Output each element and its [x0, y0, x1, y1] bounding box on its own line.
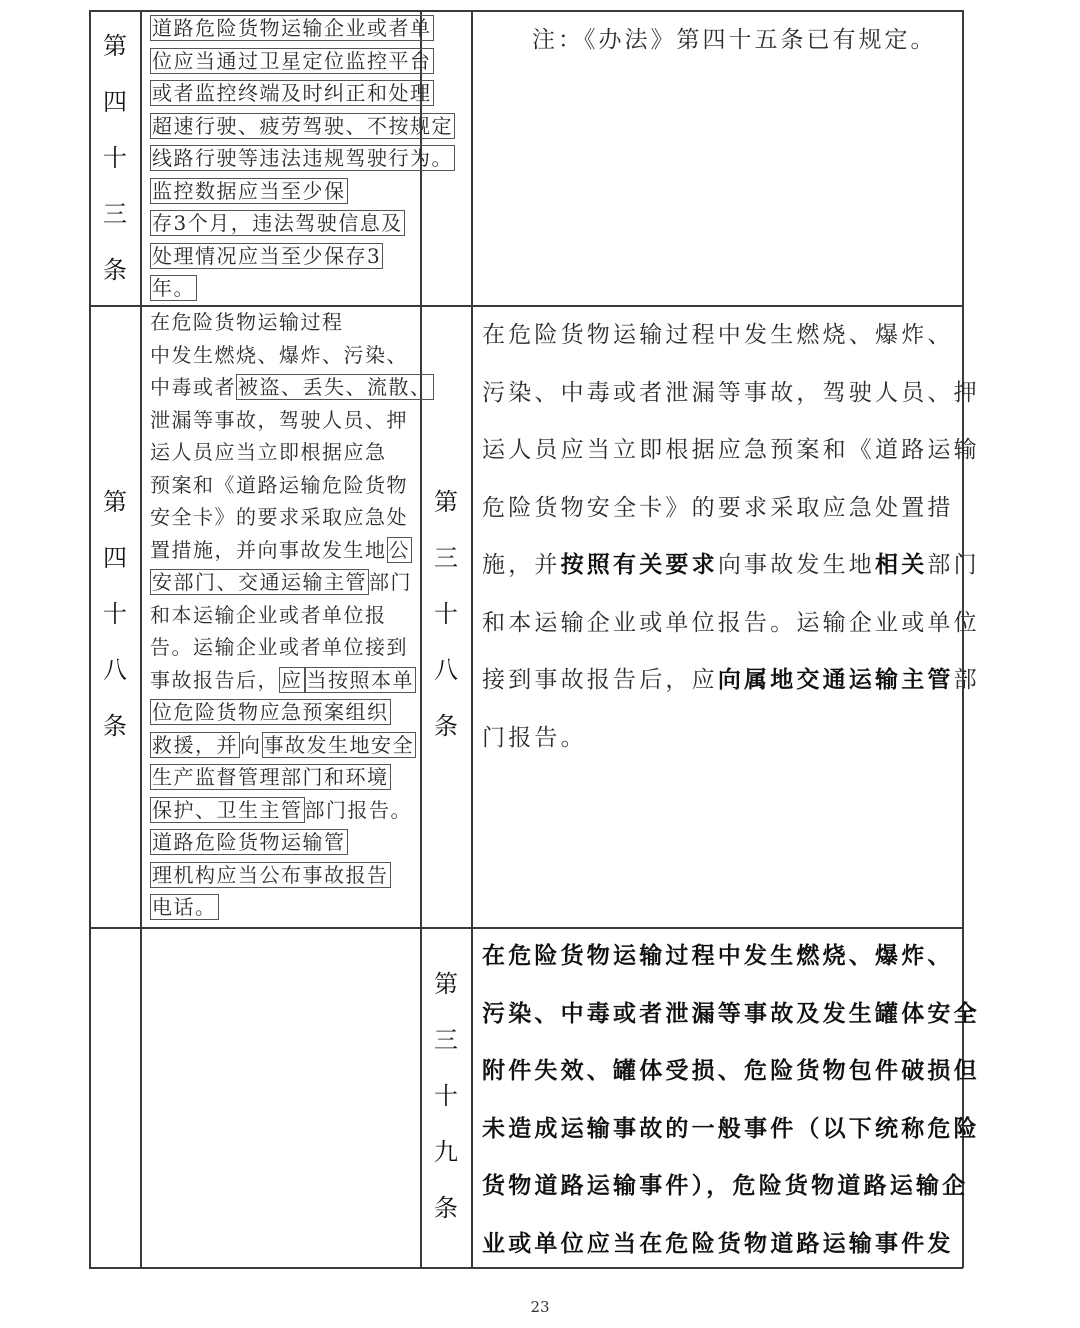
- title-char: 第: [434, 970, 458, 998]
- old-text-line: [150, 828, 348, 858]
- new-article-title-38: [421, 490, 471, 738]
- old-text-line: [150, 731, 416, 761]
- text-segment: 部: [953, 667, 980, 693]
- article-title-43: [90, 34, 140, 282]
- boxed-text-segment: 电话。: [152, 895, 217, 919]
- new-text-line: [482, 315, 954, 355]
- row-divider-1: [89, 305, 963, 307]
- text-segment: 危险货物安全卡》的要求采取应急处置措: [482, 494, 954, 521]
- title-char: 条: [434, 1194, 458, 1222]
- boxed-text-segment: 保护、卫生主管: [152, 797, 303, 822]
- old-text-line: [150, 308, 344, 338]
- title-char: 八: [434, 656, 458, 684]
- text-segment: 污染、中毒或者泄漏等事故，驾驶人员、押: [482, 379, 980, 406]
- title-char: 十: [103, 600, 127, 628]
- old-text-line: [150, 209, 405, 239]
- old-text-line: [150, 633, 408, 663]
- text-segment: 接到事故报告后，应: [482, 667, 718, 693]
- new-text-line: [482, 1109, 980, 1149]
- old-text-line: [150, 861, 391, 891]
- text-segment: 事故报告后，: [150, 667, 279, 692]
- title-char: 十: [103, 144, 127, 172]
- boxed-text-segment: 应: [281, 667, 303, 692]
- old-text-line: [150, 698, 391, 728]
- title-char: 三: [434, 1026, 458, 1054]
- text-segment: 在危险货物运输过程: [150, 310, 344, 334]
- new-text-line: [482, 545, 980, 585]
- boxed-text-segment: 存3个月，违法驾驶信息及: [152, 211, 403, 235]
- text-segment: 施，并: [482, 552, 561, 578]
- old-text-line: [150, 79, 434, 109]
- title-char: 第: [103, 32, 127, 60]
- title-char: 条: [434, 712, 458, 740]
- text-segment: 中发生燃烧、爆炸、污染、: [150, 342, 408, 367]
- new-text-line: [482, 718, 587, 758]
- title-char: 十: [434, 1082, 458, 1110]
- title-char: 三: [434, 544, 458, 572]
- boxed-text-segment: 被盗、丢失、流散、: [238, 375, 432, 399]
- old-text-line: [150, 112, 455, 142]
- bold-text-segment: 在危险货物运输过程中发生燃烧、爆炸、: [482, 942, 954, 969]
- bold-text-segment: 货物道路运输事件），危险货物道路运输企: [482, 1172, 969, 1199]
- boxed-text-segment: 监控数据应当至少保: [152, 178, 346, 203]
- new-text-line: [482, 1166, 968, 1206]
- title-char: 第: [434, 488, 458, 516]
- boxed-text-segment: 超速行驶、疲劳驾驶、不按规定: [152, 113, 453, 138]
- text-segment: 置措施，并向事故发生地: [150, 537, 387, 562]
- boxed-text-segment: 生产监督管理部门和环境: [152, 765, 389, 789]
- bold-text-segment: 业或单位应当在危险货物道路运输事件发: [482, 1229, 954, 1257]
- old-text-line: [150, 14, 434, 44]
- article-title-48: [90, 490, 140, 738]
- boxed-text-segment: 救援，并: [152, 732, 238, 757]
- new-text-line: [482, 430, 980, 470]
- old-text-line: [150, 406, 408, 436]
- title-char: 三: [103, 200, 127, 228]
- bold-text-segment: 向属地交通运输主管: [717, 666, 954, 693]
- text-segment: 部门报告。: [304, 797, 412, 822]
- old-text-article-43: [150, 14, 453, 304]
- old-text-line: [150, 763, 391, 793]
- text-segment: 部门: [927, 552, 980, 578]
- text-segment: 向: [240, 732, 262, 757]
- text-segment: 中毒或者: [150, 375, 236, 399]
- boxed-text-segment: 年。: [152, 276, 195, 300]
- bold-text-segment: 未造成运输事故的一般事件（以下统称危险: [482, 1114, 980, 1142]
- page-number: 23: [530, 1298, 550, 1316]
- old-text-line: [150, 893, 219, 923]
- old-text-line: [150, 601, 387, 631]
- new-text-line: [482, 660, 980, 700]
- old-text-line: [150, 796, 412, 826]
- new-text-line: [482, 936, 954, 976]
- title-char: 条: [103, 712, 127, 740]
- boxed-text-segment: 位应当通过卫星定位监控平台: [152, 48, 432, 73]
- old-text-line: [150, 536, 412, 566]
- text-segment: 门报告。: [482, 724, 587, 751]
- old-text-line: [150, 274, 197, 304]
- text-segment: 在危险货物运输过程中发生燃烧、爆炸、: [482, 322, 954, 348]
- title-char: 条: [103, 256, 127, 284]
- bold-text-segment: 附件失效、罐体受损、危险货物包件破损但: [482, 1057, 980, 1084]
- old-text-line: [150, 47, 434, 77]
- text-segment: 预案和《道路运输危险货物: [150, 472, 408, 497]
- boxed-text-segment: 位危险货物应急预案组织: [152, 700, 389, 724]
- table-border-top: [89, 10, 963, 12]
- new-text-line: [482, 603, 980, 643]
- text-segment: 和本运输企业或者单位报: [150, 602, 387, 627]
- old-text-article-48: [150, 308, 432, 926]
- old-text-line: [150, 666, 416, 696]
- new-text-line: [482, 1051, 980, 1091]
- title-char: 四: [103, 544, 127, 572]
- text-segment: 和本运输企业或单位报告。运输企业或单位: [482, 609, 980, 636]
- boxed-text-segment: 或者监控终端及时纠正和处理: [152, 81, 432, 105]
- boxed-text-segment: 理机构应当公布事故报告: [152, 862, 389, 887]
- old-text-line: [150, 471, 408, 501]
- table-border-bottom: [89, 1267, 963, 1269]
- title-char: 第: [103, 488, 127, 516]
- old-text-line: [150, 144, 455, 174]
- new-text-line: [482, 1224, 954, 1264]
- boxed-text-segment: 公: [388, 537, 410, 562]
- bold-text-segment: 污染、中毒或者泄漏等事故及发生罐体安全: [482, 999, 980, 1027]
- note-text: 注：《办法》第四十五条已有规定。: [532, 27, 937, 53]
- column-divider-1: [140, 10, 142, 1268]
- title-char: 十: [434, 600, 458, 628]
- text-segment: 向事故发生地: [717, 552, 876, 578]
- new-text-line: [482, 994, 980, 1034]
- old-text-line: [150, 177, 348, 207]
- old-text-line: [150, 341, 408, 371]
- old-text-line: [150, 503, 408, 533]
- new-text-line: [482, 373, 980, 413]
- bold-text-segment: 按照有关要求: [560, 551, 718, 578]
- text-segment: 告。运输企业或者单位接到: [150, 635, 408, 659]
- boxed-text-segment: 处理情况应当至少保存3: [152, 243, 382, 268]
- text-segment: 运人员应当立即根据应急: [150, 440, 387, 464]
- text-segment: 泄漏等事故，驾驶人员、押: [150, 407, 408, 432]
- old-text-line: [150, 568, 412, 598]
- boxed-text-segment: 线路行驶等违法违规驾驶行为。: [152, 146, 453, 170]
- text-segment: 部门: [369, 570, 412, 594]
- boxed-text-segment: 道路危险货物运输企业或者单: [152, 16, 432, 40]
- old-text-line: [150, 438, 387, 468]
- boxed-text-segment: 当按照本单: [306, 667, 414, 692]
- boxed-text-segment: 道路危险货物运输管: [152, 830, 346, 854]
- old-text-line: [150, 242, 383, 272]
- old-text-line: [150, 373, 434, 403]
- boxed-text-segment: 安部门、交通运输主管: [152, 570, 367, 594]
- new-text-line: [482, 488, 954, 528]
- title-char: 九: [434, 1138, 458, 1166]
- title-char: 八: [103, 656, 127, 684]
- boxed-text-segment: 事故发生地安全: [263, 732, 414, 757]
- bold-text-segment: 相关: [875, 551, 928, 578]
- new-article-title-39: [421, 972, 471, 1220]
- text-segment: 运人员应当立即根据应急预案和《道路运输: [482, 437, 980, 463]
- title-char: 四: [103, 88, 127, 116]
- column-divider-3: [471, 10, 473, 1268]
- row-divider-2: [89, 927, 963, 929]
- text-segment: 安全卡》的要求采取应急处: [150, 505, 408, 529]
